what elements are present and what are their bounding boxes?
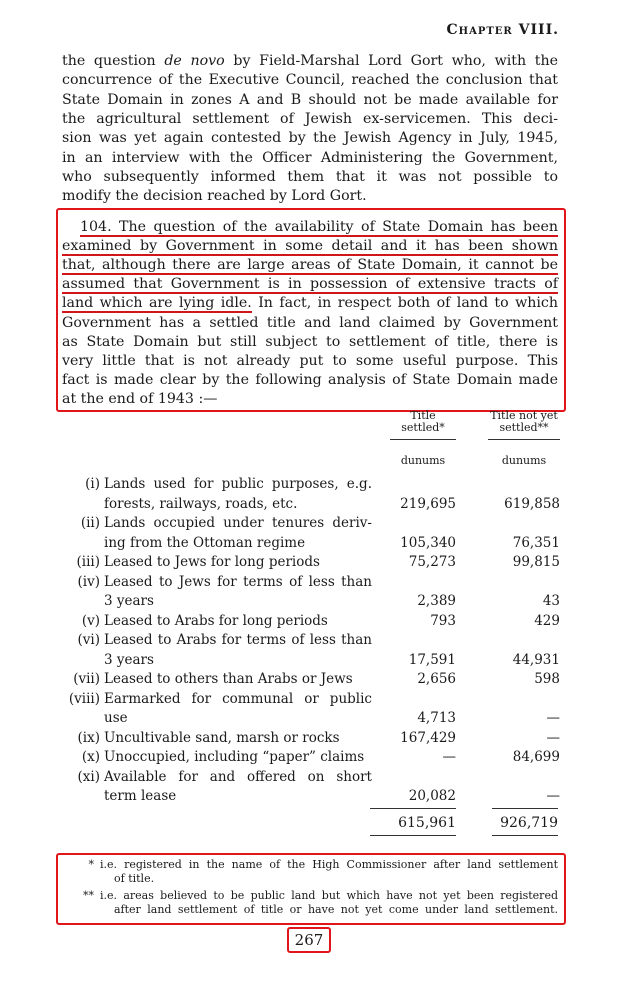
row-number: (i): [85, 476, 100, 492]
text-line: as State Domain but still subject to settlement of title, there is: [62, 333, 558, 350]
table-row: [62, 475, 560, 514]
text-run: State Domain in zones A and B should not be made available for: [62, 91, 558, 108]
text-run: In fact, in respect both of land to which: [258, 295, 558, 312]
underlined-text: that, although there are large areas of State Domain, it cannot be: [62, 257, 558, 274]
italic-text: de novo: [164, 53, 225, 69]
col-header-line: settled**: [499, 421, 549, 434]
row-number: (v): [81, 612, 100, 629]
text-line: [62, 168, 558, 187]
text-run: the question: [62, 53, 165, 69]
col-header-line: Title: [410, 409, 436, 422]
row-number: (ix): [77, 729, 100, 746]
value-not-settled: 598: [534, 671, 560, 687]
value-not-settled: —: [546, 710, 560, 726]
value-settled: 793: [430, 612, 456, 629]
value-not-settled: —: [546, 788, 560, 804]
value-settled: 105,340: [400, 534, 456, 551]
table-row: [62, 729, 560, 749]
text-line: [62, 91, 558, 110]
table-row: [62, 553, 560, 573]
text-line: [62, 149, 558, 168]
value-not-settled: 84,699: [512, 749, 560, 765]
footnote-text: after land settlement of title or have not yet come under land settlement.: [114, 903, 558, 916]
text-run: in an interview with the Officer Administering the Government,: [62, 149, 558, 166]
row-label: Earmarked for communal or public: [104, 690, 372, 707]
total-not-settled: 926,719: [492, 808, 558, 836]
footnote: [80, 858, 558, 888]
row-label: ing from the Ottoman regime: [104, 534, 306, 551]
header-rule: [390, 439, 456, 440]
row-label: Leased to Arabs for terms of less than: [104, 632, 372, 648]
row-number: (xi): [77, 768, 100, 785]
row-label: Leased to Jews for long periods: [104, 554, 320, 570]
text-run: sion was yet again contested by the Jewish Agency in July, 1945,: [62, 130, 558, 147]
text-line: very little that is not already put to some useful purpose. This: [62, 352, 558, 369]
value-not-settled: —: [546, 729, 560, 746]
col-header-title-not-settled: [488, 410, 560, 440]
row-number: (iv): [77, 573, 100, 590]
table-row: [62, 748, 560, 768]
row-label: Leased to others than Arabs or Jews: [104, 671, 353, 687]
text-line: [62, 256, 558, 275]
text-run: who subsequently informed them that it was not possible to: [62, 168, 558, 185]
text-line: Government has a settled title and land claimed by Government: [62, 314, 558, 331]
row-label: Lands used for public purposes, e.g.: [104, 476, 372, 492]
text-line: [62, 110, 558, 129]
row-number: (x): [81, 749, 100, 765]
row-label: 3 years: [104, 593, 154, 609]
row-number: (viii): [68, 690, 100, 707]
table-row: [62, 670, 560, 690]
value-settled: 75,273: [408, 554, 456, 570]
value-settled: 4,713: [417, 710, 456, 726]
unit-label: dunums: [501, 454, 547, 467]
value-settled: 17,591: [408, 651, 456, 668]
col-header-line: Title not yet: [490, 409, 558, 422]
row-number: (vi): [77, 632, 100, 648]
value-not-settled: 76,351: [512, 534, 560, 551]
col-header-line: settled*: [401, 421, 445, 434]
total-settled: 615,961: [370, 808, 456, 836]
row-label: Leased to Jews for terms of less than: [104, 573, 372, 590]
row-label: use: [104, 710, 128, 726]
row-label: 3 years: [104, 651, 154, 668]
col-header-title-settled: [390, 410, 456, 440]
text-run: concurrence of the Executive Council, reached the conclusion that: [62, 72, 558, 89]
text-line: fact is made clear by the following analysis of State Domain made: [62, 371, 558, 388]
underlined-text: assumed that Government is in possession of extensive tracts of: [62, 276, 558, 293]
row-label: Leased to Arabs for long periods: [104, 612, 328, 629]
value-settled: 2,389: [417, 593, 456, 609]
text-line: [62, 275, 558, 294]
text-line: [62, 129, 558, 148]
value-not-settled: 44,931: [512, 651, 560, 668]
footnote-mark: **: [83, 889, 94, 902]
table-row: [62, 768, 560, 807]
footnote-text: i.e. registered in the name of the High Commissioner after land settlement: [100, 858, 558, 871]
table-row: [62, 514, 560, 553]
text-line: at the end of 1943 :—: [62, 390, 218, 407]
underlined-text: 104. The question of the availability of State Domain has been: [80, 219, 558, 235]
text-run: the agricultural settlement of Jewish ex-servicemen. This deci-: [62, 110, 558, 127]
row-label: Lands occupied under tenures deriv-: [104, 515, 372, 531]
row-number: (ii): [80, 515, 100, 531]
row-label: Unoccupied, including “paper” claims: [104, 749, 365, 765]
table-row: [62, 631, 560, 670]
footnote: [80, 889, 558, 919]
table-row: [62, 573, 560, 612]
row-number: (vii): [73, 671, 100, 687]
page-number: 267: [287, 927, 331, 953]
row-label: forests, railways, roads, etc.: [104, 495, 298, 512]
text-run: by Field-Marshal Lord Gort who, with the: [224, 53, 558, 69]
unit-label: dunums: [400, 454, 446, 467]
text-run: modify the decision reached by Lord Gort.: [62, 188, 367, 205]
row-label: Available for and offered on short: [104, 768, 372, 785]
text-line: [62, 237, 558, 256]
value-not-settled: 43: [542, 593, 560, 609]
header-rule: [488, 439, 560, 440]
text-line: [62, 187, 558, 206]
text-line: [80, 218, 558, 237]
chapter-header: Chapter VIII.: [446, 22, 559, 38]
row-number: (iii): [76, 554, 100, 570]
footnote-mark: *: [88, 858, 94, 871]
underlined-text: land which are lying idle.: [62, 295, 252, 312]
row-label: Uncultivable sand, marsh or rocks: [104, 729, 340, 746]
footnote-text: of title.: [114, 872, 155, 885]
table-row: [62, 690, 560, 729]
row-label: term lease: [104, 788, 177, 804]
value-settled: 20,082: [408, 788, 456, 804]
value-settled: 167,429: [400, 729, 456, 746]
table-row: [62, 612, 560, 632]
value-settled: —: [442, 749, 456, 765]
text-line: [62, 52, 558, 71]
value-settled: 2,656: [417, 671, 456, 687]
text-line: [62, 294, 558, 313]
value-settled: 219,695: [400, 495, 456, 512]
footnote-text: i.e. areas believed to be public land but which have not yet been registered: [100, 889, 558, 902]
underlined-text: examined by Government in some detail and it has been shown: [62, 238, 558, 255]
value-not-settled: 619,858: [504, 495, 560, 512]
value-not-settled: 99,815: [512, 554, 560, 570]
value-not-settled: 429: [534, 612, 560, 629]
text-line: [62, 71, 558, 90]
